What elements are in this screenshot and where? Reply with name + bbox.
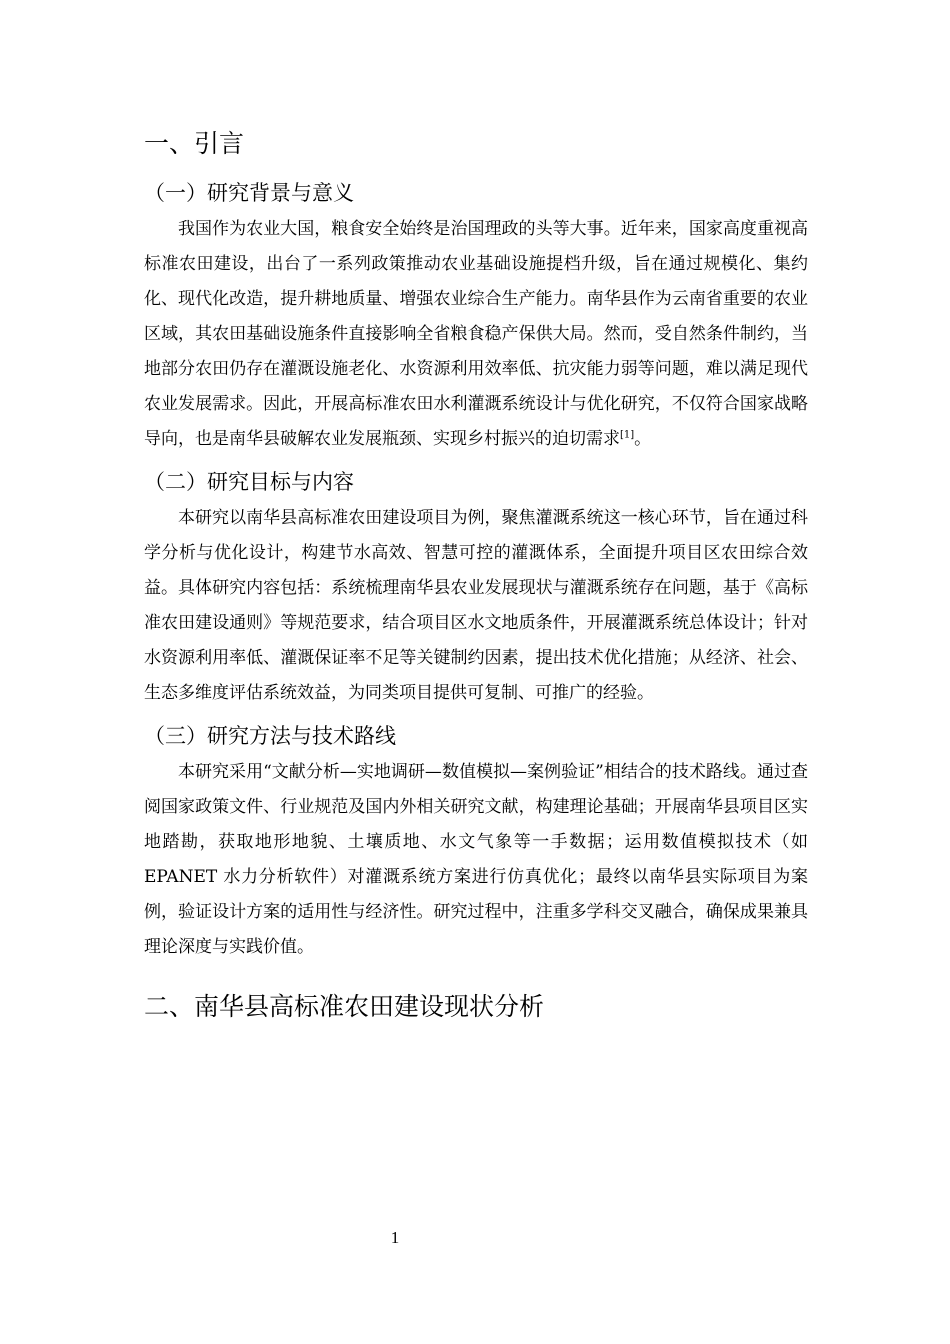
page-number: 1: [390, 1228, 400, 1247]
citation-marker: [1]: [620, 429, 635, 441]
page-content: [144, 126, 808, 1025]
subsection-heading-methods: （三）研究方法与技术路线: [144, 724, 396, 748]
paragraph-methods: 本研究采用“文献分析—实地调研—数值模拟—案例验证”相结合的技术路线。通过查阅国家政策文件、行业规范及国内外相关研究文献，构建理论基础；开展南华县项目区实地踏勘，获取地形地貌、土壤质地、水文气象等一手数据；运用数值模拟技术（如 EPANET 水力分析软件）对灌溉系统方案进行仿真优化；最终以南华县实际项目为案例，验证设计方案的适用性与经济性。研究过程中，注重多学科交叉融合，确保成果兼具理论深度与实践价值。: [144, 762, 808, 957]
section-heading-status-analysis: 二、南华县高标准农田建设现状分析: [144, 992, 545, 1021]
subsection-heading-objectives: （二）研究目标与内容: [144, 470, 354, 494]
paragraph-background-text: 我国作为农业大国，粮食安全始终是治国理政的头等大事。近年来，国家高度重视高标准农田建设，出台了一系列政策推动农业基础设施提档升级，旨在通过规模化、集约化、现代化改造，提升耕地质量、增强农业综合生产能力。南华县作为云南省重要的农业区域，其农田基础设施条件直接影响全省粮食稳产保供大局。然而，受自然条件制约，当地部分农田仍存在灌溉设施老化、水资源利用效率低、抗灾能力弱等问题，难以满足现代农业发展需求。因此，开展高标准农田水利灌溉系统设计与优化研究，不仅符合国家战略导向，也是南华县破解农业发展瓶颈、实现乡村振兴的迫切需求: [144, 219, 808, 449]
section-heading-introduction: 一、引言: [144, 129, 245, 158]
subsection-heading-background: （一）研究背景与意义: [144, 181, 354, 205]
paragraph-background-tail: 。: [634, 429, 652, 449]
paragraph-background: [144, 212, 808, 457]
paragraph-objectives: 本研究以南华县高标准农田建设项目为例，聚焦灌溉系统这一核心环节，旨在通过科学分析与优化设计，构建节水高效、智慧可控的灌溉体系，全面提升项目区农田综合效益。具体研究内容包括：系统梳理南华县农业发展现状与灌溉系统存在问题，基于《高标准农田建设通则》等规范要求，结合项目区水文地质条件，开展灌溉系统总体设计；针对水资源利用率低、灌溉保证率不足等关键制约因素，提出技术优化措施；从经济、社会、生态多维度评估系统效益，为同类项目提供可复制、可推广的经验。: [144, 508, 808, 703]
